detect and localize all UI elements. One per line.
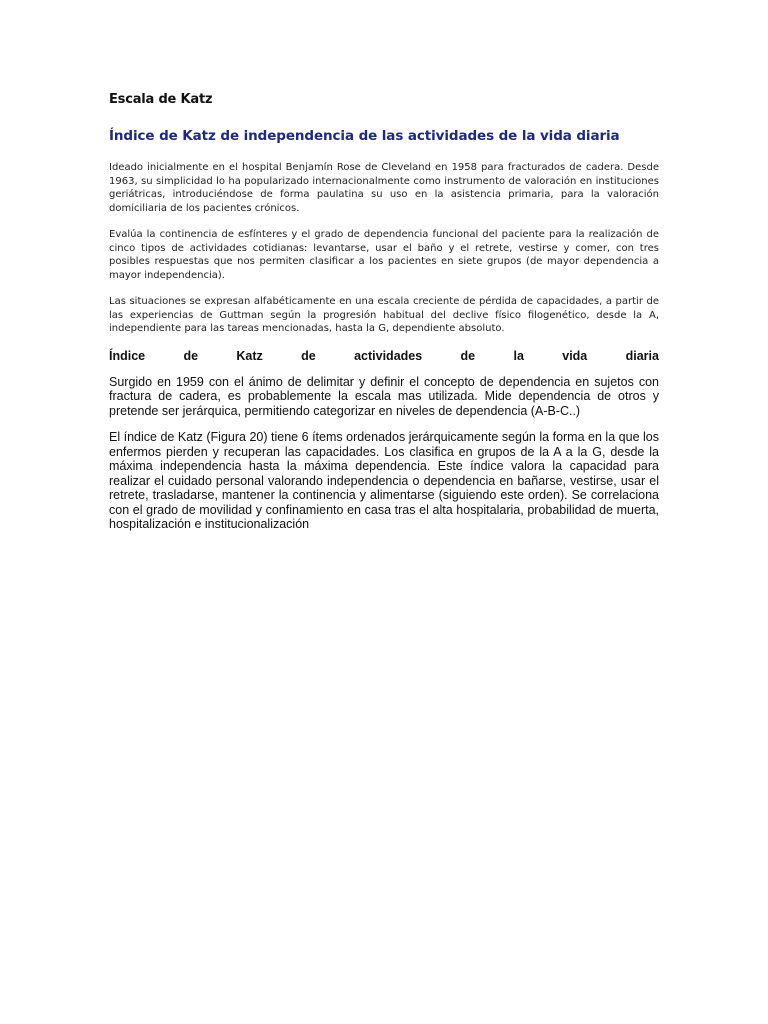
heading-word: de (301, 348, 316, 363)
heading-word: Índice (109, 348, 146, 363)
heading-word: vida (562, 348, 588, 363)
heading-word: la (513, 348, 524, 363)
paragraph-evaluation: Evalúa la continencia de esfínteres y el grado de dependencia funcional del paciente para la realización de cinco tipos de actividades cotidianas: levantarse, usar el baño y el retrete, vestirse y comer, con tres posibles respuestas que nos permiten clasificar a los pacientes en siete grupos (de mayor dependencia a mayor independencia). (109, 229, 659, 281)
section-title: Índice de Katz de independencia de las actividades de la vida diaria (109, 128, 620, 144)
document-content (109, 92, 659, 544)
subsection-heading (109, 349, 659, 363)
heading-word: de (183, 348, 199, 363)
heading-word: actividades (354, 348, 423, 363)
heading-word: de (460, 348, 476, 363)
paragraph-origin: Ideado inicialmente en el hospital Benjamín Rose de Cleveland en 1958 para fracturados de cadera. Desde 1963, su simplicidad lo ha popularizado internacionalmente como instrumento de valoración en instituciones geriátricas, introduciéndose de forma paulatina su uso en la asistencia primaria, para la valoración domiciliaria de los pacientes crónicos. (109, 162, 659, 214)
paragraph-situations: Las situaciones se expresan alfabéticamente en una escala creciente de pérdida de capacidades, a partir de las experiencias de Guttman según la progresión habitual del declive físico filogenético, desde la A, independiente para las tareas mencionadas, hasta la G, dependiente absoluto. (109, 296, 659, 334)
paragraph-indice: El índice de Katz (Figura 20) tiene 6 ítems ordenados jerárquicamente según la forma en la que los enfermos pierden y recuperan las capacidades. Los clasifica en grupos de la A a la G, desde la máxima independencia hasta la máxima dependencia. Este índice valora la capacidad para realizar el cuidado personal valorando independencia o dependencia en bañarse, vestirse, usar el retrete, trasladarse, mantener la continencia y alimentarse (siguiendo este orden). Se correlaciona con el grado de movilidad y confinamiento en casa tras el alta hospitalaria, probabilidad de muerta, hospitalización e institucionalización (109, 430, 659, 531)
heading-word: Katz (236, 348, 263, 363)
paragraph-surgido: Surgido en 1959 con el ánimo de delimitar y definir el concepto de dependencia en sujetos con fractura de cadera, es probablemente la escala mas utilizada. Mide dependencia de otros y pretende ser jerárquica, permitiendo categorizar en niveles de dependencia (A-B-C..) (109, 374, 659, 418)
document-title: Escala de Katz (109, 92, 213, 107)
heading-word: diaria (625, 348, 659, 363)
